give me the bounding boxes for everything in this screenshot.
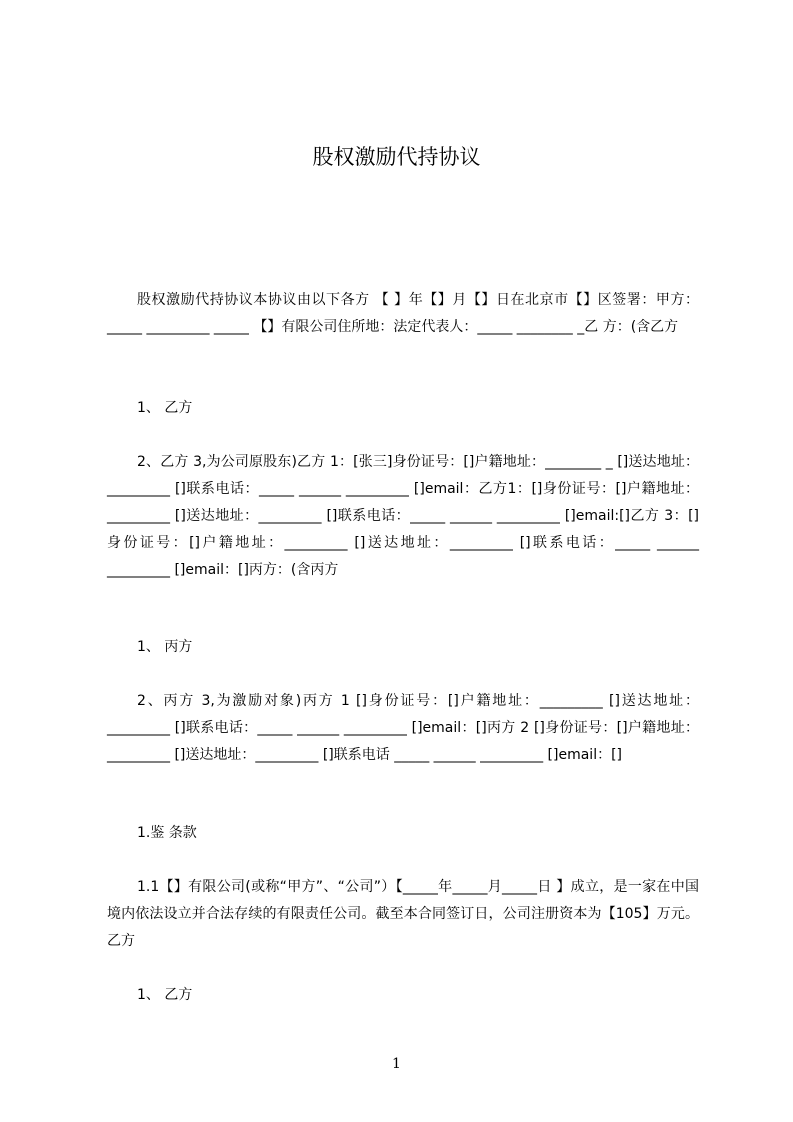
page-number: 1 xyxy=(392,1056,401,1072)
party-b-details: 2、乙方 3,为公司原股东)乙方 1：[张三]身份证号：[]户籍地址：________ _ []送达地址：_________ []联系电话：_____ ______ _________ []email：乙方1：[]身份证号：[]户籍地址：_________ []送达地址：_________ []联系电话：_____ ______ _________ []email:[]乙方 3：[]身份证号：[]户籍地址：_________ []送达地址：_________ []联系电话：_____ ______ _________ []email：[]丙方：(含丙方 xyxy=(107,454,699,578)
page-title: 股权激励代持协议 xyxy=(312,145,481,169)
party-b-heading-2: 1、 乙方 xyxy=(137,987,193,1003)
party-b-heading: 1、 乙方 xyxy=(137,400,193,416)
clause-1-1: 1.1【】有限公司(或称“甲方”、“公司”）【_____年_____月_____日 】成立，是一家在中国境内依法设立并合法存续的有限责任公司。截至本合同签订日，公司注册资本为【105】万元。乙方 xyxy=(107,879,699,949)
party-c-details: 2、丙方 3,为激励对象)丙方 1 []身份证号：[]户籍地址：_________ []送达地址：_________ []联系电话：_____ ______ _________ []email：[]丙方 2 []身份证号：[]户籍地址：_________ []送达地址：_________ []联系电话 _____ ______ _________ []email：[] xyxy=(107,693,699,763)
recitals-heading: 1.鉴 条款 xyxy=(137,825,197,841)
intro-paragraph: 股权激励代持协议本协议由以下各方 【 】年【】月【】日在北京市【】区签署：甲方：_____ _________ _____ 【】有限公司住所地：法定代表人：_____ ________ _乙 方：(含乙方 xyxy=(107,292,699,335)
party-c-heading: 1、 丙方 xyxy=(137,639,193,655)
